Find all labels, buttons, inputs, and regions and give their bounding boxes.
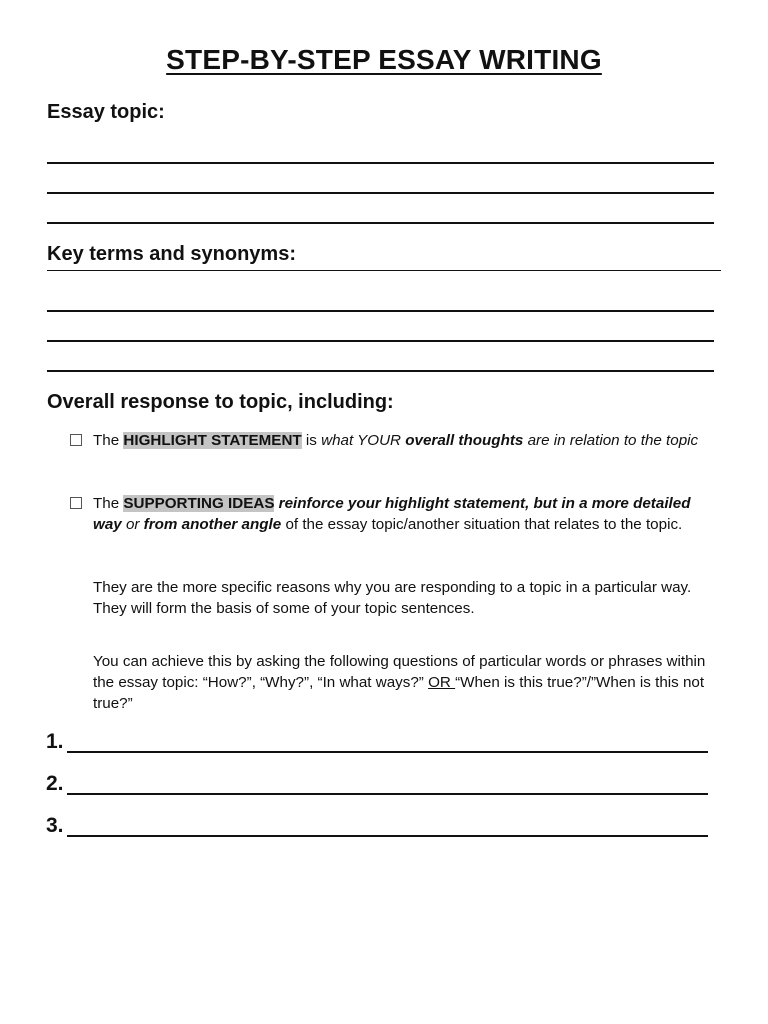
essay-topic-line-2 [47,192,714,194]
numbered-item-1: 1. [46,730,64,753]
checkbox-icon [70,434,82,446]
essay-topic-line-3 [47,222,714,224]
highlight-statement-bullet: The HIGHLIGHT STATEMENT is what YOUR overall thoughts are in relation to the topic [93,432,699,449]
supporting-ideas-bullet: The SUPPORTING IDEAS reinforce your highlight statement, but in a more detailed way or from another angle of the essay topic/another situation that relates to the topic. [93,495,691,533]
essay-topic-line-1 [47,162,714,164]
page-title: STEP-BY-STEP ESSAY WRITING [166,44,602,75]
key-terms-line-1 [47,310,714,312]
overall-response-heading: Overall response to topic, including: [47,391,394,413]
highlight-statement-term: HIGHLIGHT STATEMENT [123,432,302,449]
key-terms-line-2 [47,340,714,342]
supporting-ideas-term: SUPPORTING IDEAS [123,495,275,512]
essay-topic-heading: Essay topic: [47,101,165,123]
key-terms-line-3 [47,370,714,372]
questions-paragraph: You can achieve this by asking the following questions of particular words or phrases within the essay topic: “How?”, “Why?”, “In what ways?” OR “When is this true?”/”When is this not true?” [93,653,706,712]
numbered-line-1 [67,751,708,753]
numbered-item-3: 3. [46,814,64,837]
numbered-line-3 [67,835,708,837]
key-terms-underline [47,270,721,271]
numbered-item-2: 2. [46,772,64,795]
numbered-line-2 [67,793,708,795]
checkbox-icon [70,497,82,509]
specific-reasons-paragraph: They are the more specific reasons why you are responding to a topic in a particular way. They will form the basis of some of your topic sentences. [93,579,692,617]
key-terms-heading: Key terms and synonyms: [47,243,296,265]
